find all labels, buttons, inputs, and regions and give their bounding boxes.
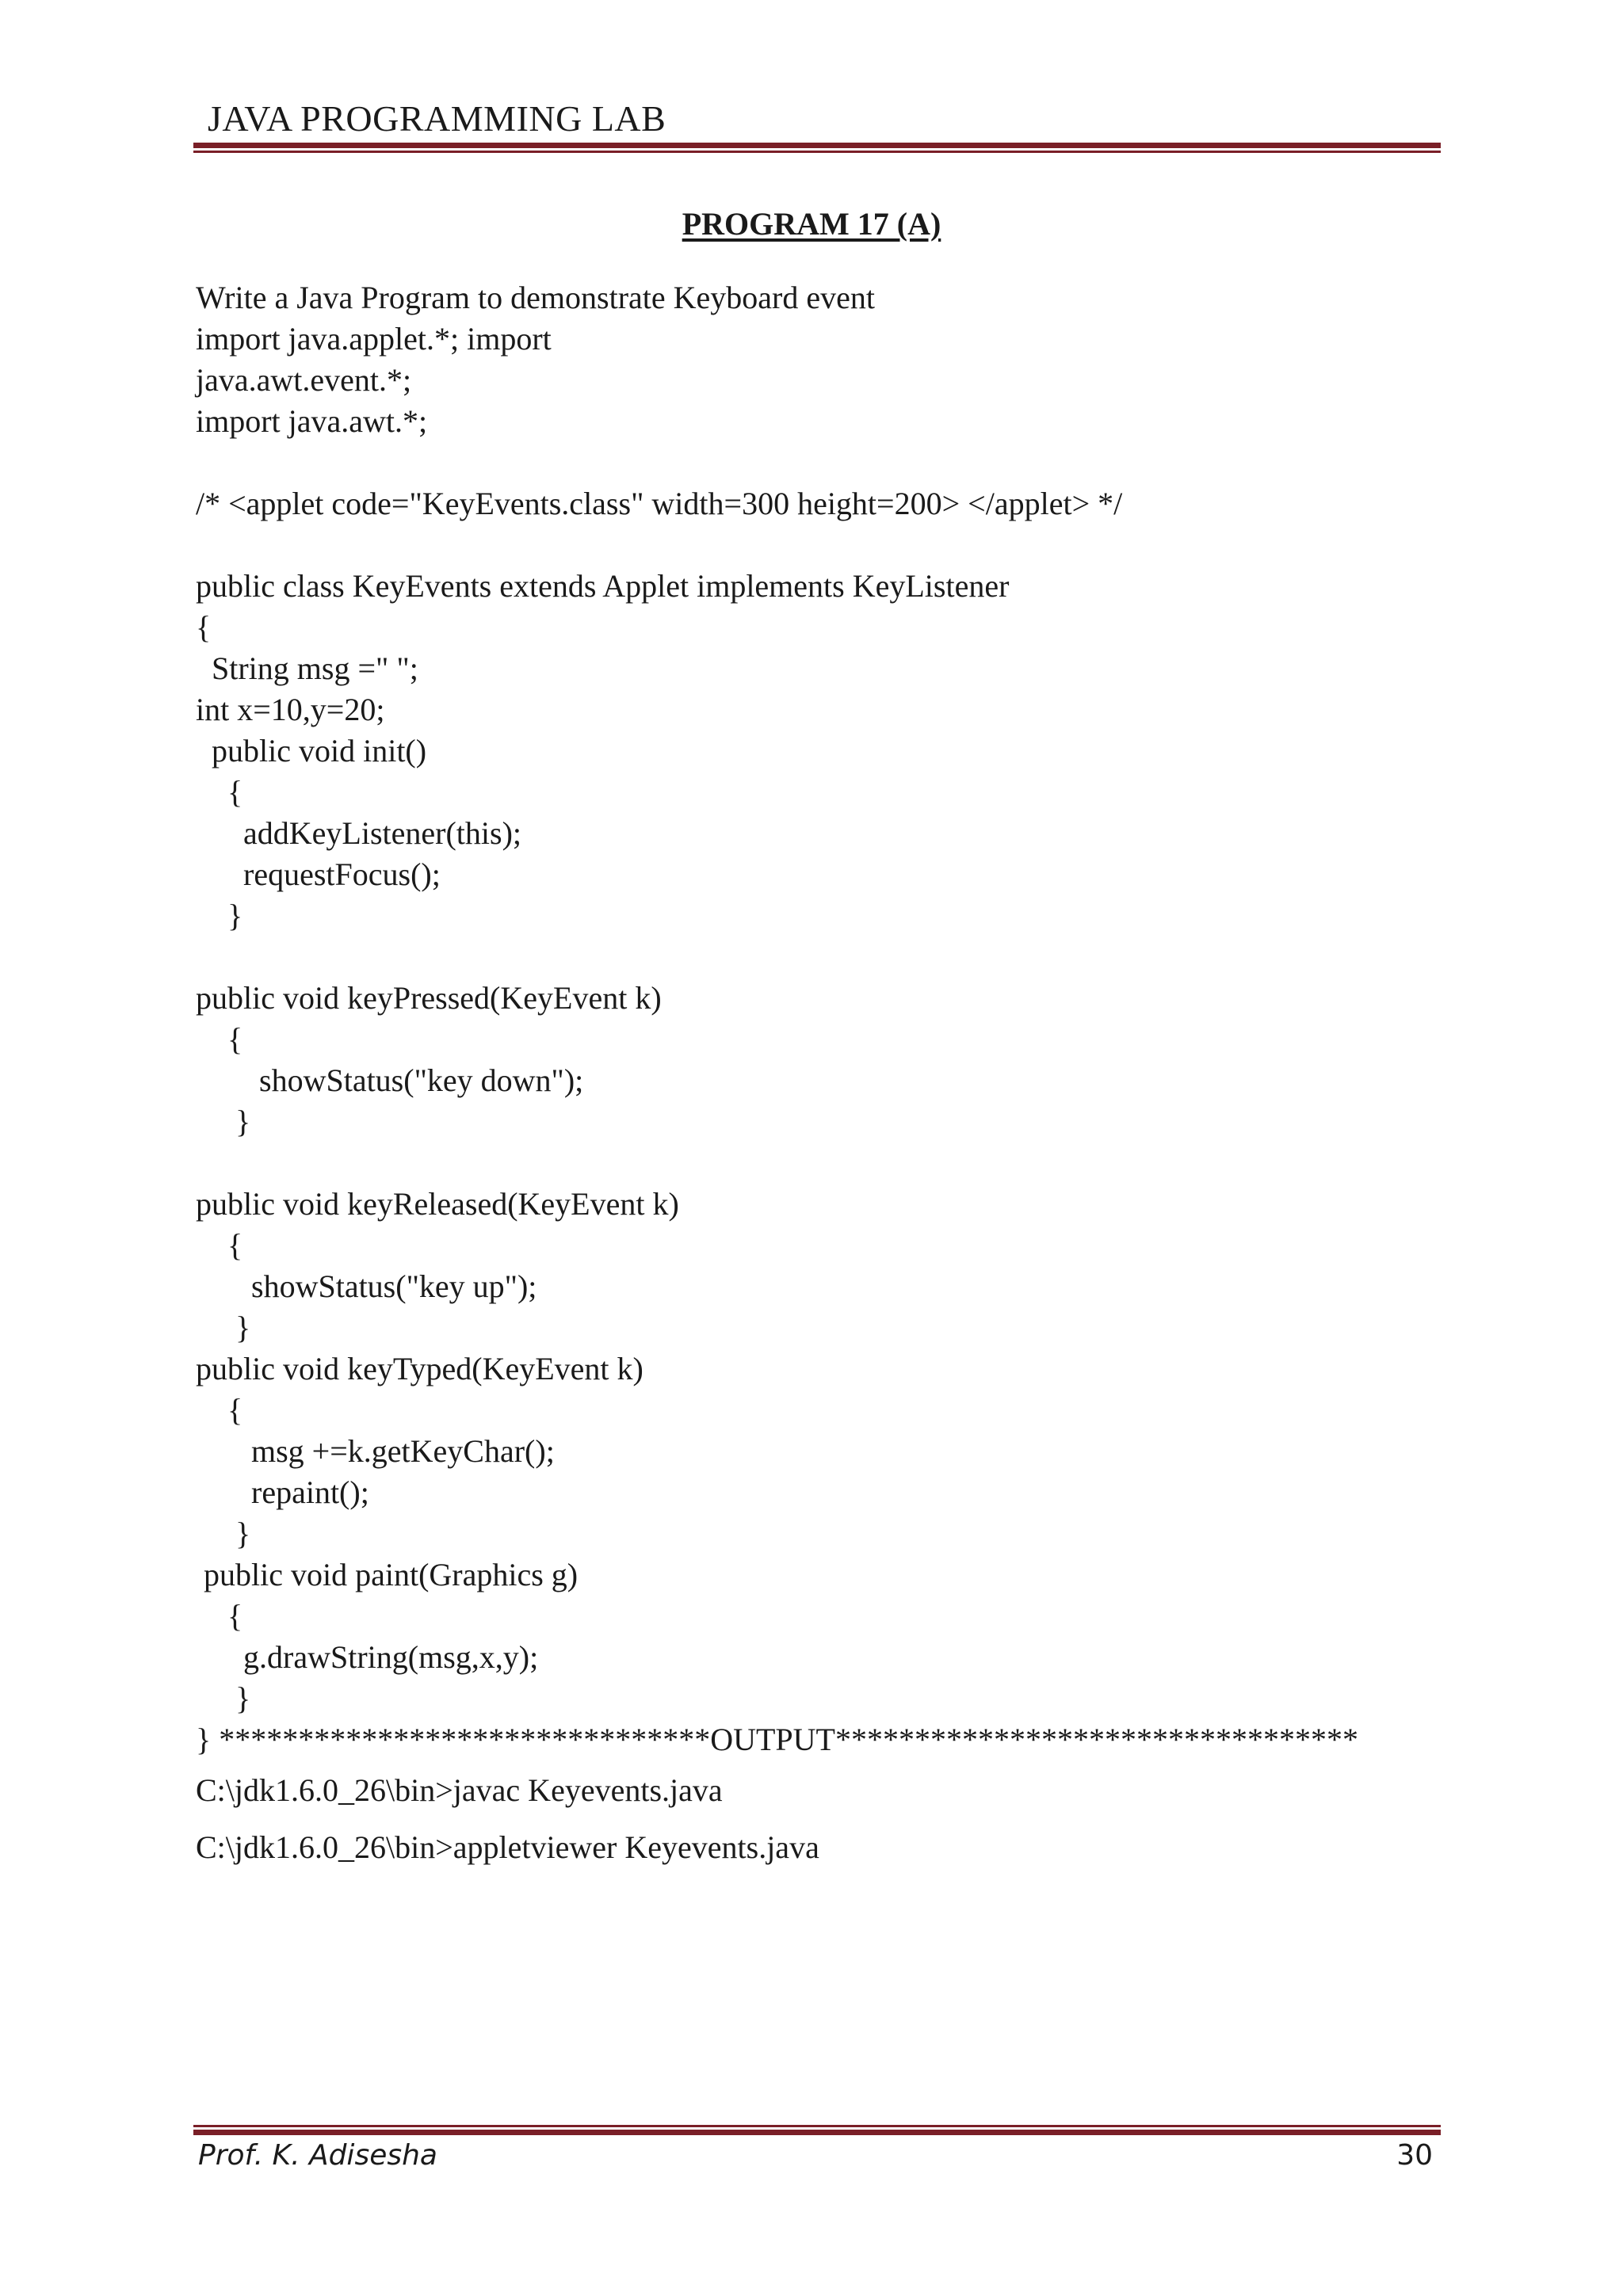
code-line: import java.applet.*; import: [196, 321, 552, 357]
code-line: repaint();: [196, 1474, 369, 1510]
code-line: import java.awt.*;: [196, 403, 428, 439]
code-line: String msg =" ";: [196, 650, 418, 686]
program-title: [0, 202, 1623, 246]
code-line: }: [196, 1310, 251, 1345]
code-line: {: [196, 1021, 243, 1057]
blank-line: [196, 442, 1464, 483]
code-line: g.drawString(msg,x,y);: [196, 1639, 539, 1675]
header-rule: [193, 143, 1441, 153]
code-line: addKeyListener(this);: [196, 815, 521, 851]
code-line: int x=10,y=20;: [196, 692, 385, 727]
footer-rule-thin: [193, 2125, 1441, 2127]
header-title: JAVA PROGRAMMING LAB: [208, 98, 666, 139]
output-command-run: C:\jdk1.6.0_26\bin>appletviewer Keyevents.java: [196, 1829, 819, 1865]
footer-author: Prof. K. Adisesha: [198, 2139, 437, 2172]
code-line: /* <applet code="KeyEvents.class" width=300 height=200> </applet> */: [196, 486, 1123, 521]
blank-line: [196, 524, 1464, 566]
code-line: {: [196, 1598, 243, 1634]
footer-page-number: 30: [1396, 2139, 1433, 2172]
code-line: {: [196, 1227, 243, 1263]
code-line: java.awt.event.*;: [196, 362, 412, 398]
code-line: {: [196, 774, 243, 810]
blank-line: [196, 1142, 1464, 1184]
code-line: public void paint(Graphics g): [196, 1557, 579, 1592]
program-code: [196, 277, 1464, 1760]
code-line: public void keyTyped(KeyEvent k): [196, 1351, 643, 1386]
code-line: Write a Java Program to demonstrate Keyboard event: [196, 280, 875, 315]
code-line: public void init(): [196, 733, 427, 769]
output-command-compile: C:\jdk1.6.0_26\bin>javac Keyevents.java: [196, 1772, 723, 1808]
code-line: }: [196, 1516, 251, 1551]
code-line: public class KeyEvents extends Applet implements KeyListener: [196, 568, 1010, 604]
code-line: public void keyPressed(KeyEvent k): [196, 980, 662, 1016]
code-line: }: [196, 898, 243, 933]
code-line: msg +=k.getKeyChar();: [196, 1433, 555, 1469]
code-line: }: [196, 1680, 251, 1716]
code-line: requestFocus();: [196, 856, 441, 892]
code-line: showStatus("key down");: [196, 1062, 584, 1098]
code-line: }: [196, 1104, 251, 1139]
code-line: showStatus("key up");: [196, 1268, 537, 1304]
header-rule-thick: [193, 143, 1441, 148]
code-line: {: [196, 1392, 243, 1428]
header-rule-thin: [193, 151, 1441, 153]
code-line: } *******************************OUTPUT*********************************: [196, 1722, 1358, 1757]
code-line: {: [196, 609, 212, 645]
code-line: public void keyReleased(KeyEvent k): [196, 1186, 679, 1222]
program-title-text: PROGRAM 17 (A): [682, 206, 941, 242]
blank-line: [196, 936, 1464, 978]
